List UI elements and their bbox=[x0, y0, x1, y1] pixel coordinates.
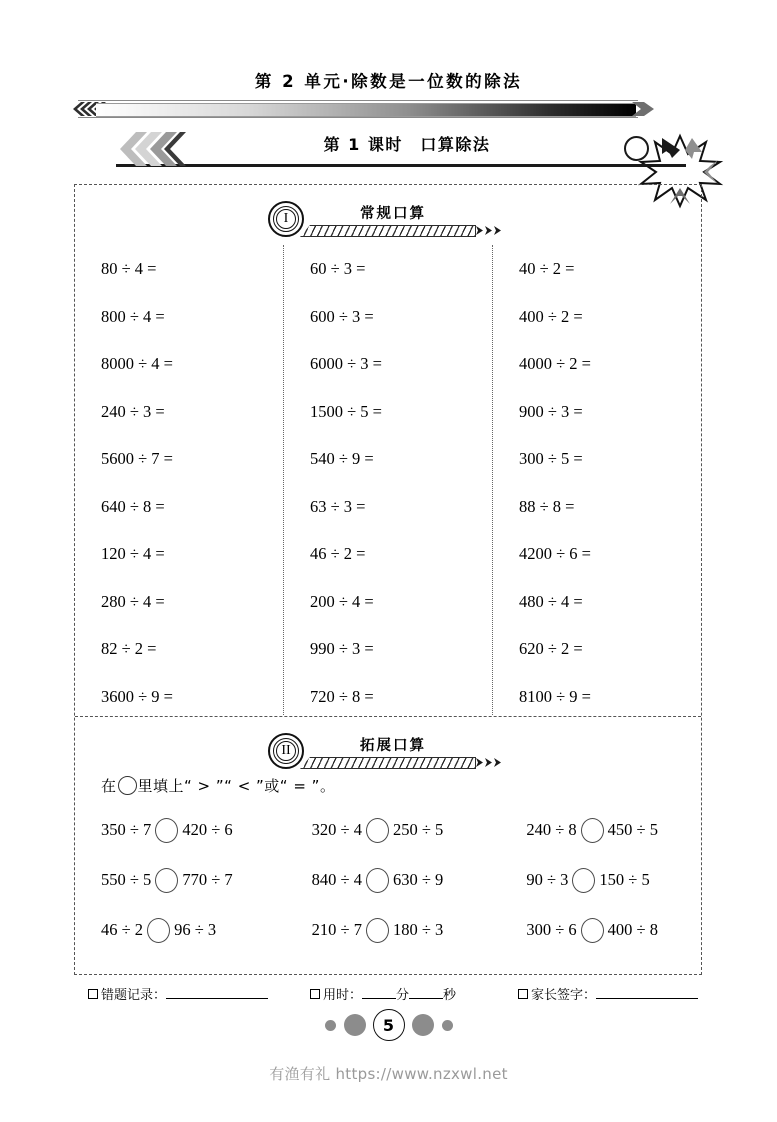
problem-column-1 bbox=[75, 245, 283, 715]
comparison-row bbox=[75, 855, 701, 905]
answer-circle[interactable] bbox=[366, 868, 389, 893]
comparison-item bbox=[276, 818, 487, 843]
banner-hatch-decoration bbox=[300, 757, 476, 769]
section-two-banner bbox=[75, 731, 701, 777]
problem-column-3 bbox=[492, 245, 701, 715]
problem-item: 990 ÷ 3 = bbox=[310, 639, 374, 658]
section-two-instruction bbox=[101, 775, 335, 796]
comparison-right: 180 ÷ 3 bbox=[392, 920, 444, 939]
answer-circle[interactable] bbox=[155, 868, 178, 893]
decorative-dot-small-left bbox=[325, 1020, 336, 1031]
arrow-head-icon bbox=[632, 101, 658, 117]
triple-arrow-icon bbox=[476, 756, 506, 769]
comparison-grid bbox=[75, 805, 701, 955]
problem-item: 60 ÷ 3 = bbox=[310, 259, 366, 278]
header-gradient-bar bbox=[72, 99, 672, 119]
comparison-left: 90 ÷ 3 bbox=[526, 870, 569, 889]
problem-item: 620 ÷ 2 = bbox=[519, 639, 583, 658]
comparison-right: 250 ÷ 5 bbox=[392, 820, 444, 839]
time-second-unit: 秒 bbox=[443, 988, 457, 1003]
header-rule-bottom bbox=[78, 117, 638, 118]
section-one-label: 常规口算 bbox=[360, 206, 426, 222]
parent-signature-field[interactable] bbox=[518, 984, 698, 1003]
section-one-numeral: I bbox=[283, 211, 289, 226]
section-two-medallion bbox=[268, 733, 304, 769]
chevron-left-large-icon bbox=[120, 132, 186, 166]
worksheet-panel bbox=[74, 184, 702, 975]
answer-circle[interactable] bbox=[366, 818, 389, 843]
error-log-blank[interactable] bbox=[166, 998, 268, 999]
parent-sign-label: 家长签字： bbox=[531, 988, 597, 1003]
section-two-label: 拓展口算 bbox=[360, 738, 426, 754]
seconds-blank[interactable] bbox=[409, 998, 443, 999]
comparison-left: 840 ÷ 4 bbox=[311, 870, 362, 889]
problem-columns bbox=[75, 245, 701, 715]
problem-item: 300 ÷ 5 = bbox=[519, 449, 583, 468]
section-extended-mental-math bbox=[75, 717, 701, 974]
comparison-item bbox=[75, 818, 276, 843]
comparison-item bbox=[486, 918, 701, 943]
comparison-left: 210 ÷ 7 bbox=[311, 920, 362, 939]
answer-circle[interactable] bbox=[147, 918, 170, 943]
worksheet-footer bbox=[88, 984, 688, 1003]
comparison-item bbox=[75, 918, 276, 943]
error-log-label: 错题记录： bbox=[101, 988, 167, 1003]
time-field[interactable] bbox=[310, 984, 518, 1003]
time-minute-unit: 分 bbox=[396, 988, 410, 1003]
section-regular-mental-math bbox=[75, 185, 701, 717]
problem-item: 900 ÷ 3 = bbox=[519, 401, 583, 421]
comparison-left: 350 ÷ 7 bbox=[101, 820, 152, 839]
comparison-right: 630 ÷ 9 bbox=[392, 870, 444, 889]
problem-item: 40 ÷ 2 = bbox=[519, 259, 575, 278]
comparison-left: 46 ÷ 2 bbox=[101, 920, 144, 939]
problem-column-2 bbox=[283, 245, 492, 715]
instruction-circle-icon bbox=[118, 776, 137, 795]
answer-circle[interactable] bbox=[366, 918, 389, 943]
problem-item: 5600 ÷ 7 = bbox=[101, 449, 173, 468]
problem-item: 540 ÷ 9 = bbox=[310, 449, 374, 468]
problem-item: 280 ÷ 4 = bbox=[101, 591, 165, 611]
section-two-numeral: II bbox=[281, 743, 291, 758]
problem-item: 46 ÷ 2 = bbox=[310, 544, 366, 563]
comparison-item bbox=[276, 918, 487, 943]
comparison-row bbox=[75, 905, 701, 955]
minutes-blank[interactable] bbox=[362, 998, 396, 999]
answer-circle[interactable] bbox=[581, 918, 604, 943]
comparison-row bbox=[75, 805, 701, 855]
comparison-right: 450 ÷ 5 bbox=[607, 820, 658, 839]
triple-arrow-icon bbox=[476, 224, 506, 237]
comparison-item bbox=[486, 818, 701, 843]
error-log-field[interactable] bbox=[88, 984, 310, 1003]
comparison-left: 550 ÷ 5 bbox=[101, 870, 152, 889]
unit-title: 第 2 单元·除数是一位数的除法 bbox=[254, 72, 523, 91]
problem-item: 240 ÷ 3 = bbox=[101, 401, 165, 421]
comparison-right: 420 ÷ 6 bbox=[182, 820, 233, 839]
problem-item: 200 ÷ 4 = bbox=[310, 591, 374, 611]
comparison-right: 400 ÷ 8 bbox=[607, 920, 658, 939]
page-number: 5 bbox=[373, 1009, 405, 1041]
instruction-text-before: 在 bbox=[101, 777, 117, 795]
answer-circle[interactable] bbox=[155, 818, 178, 843]
problem-item: 4000 ÷ 2 = bbox=[519, 354, 591, 373]
decorative-dot-small-right bbox=[442, 1020, 453, 1031]
problem-item: 1500 ÷ 5 = bbox=[310, 401, 382, 421]
comparison-right: 770 ÷ 7 bbox=[182, 870, 233, 889]
comparison-left: 300 ÷ 6 bbox=[526, 920, 577, 939]
comparison-item bbox=[75, 868, 276, 893]
comparison-item bbox=[276, 868, 487, 893]
answer-circle[interactable] bbox=[581, 818, 604, 843]
decorative-dot-large-left bbox=[344, 1014, 366, 1036]
watermark: 有渔有礼 https://www.nzxwl.net bbox=[269, 1065, 508, 1083]
problem-item: 400 ÷ 2 = bbox=[519, 306, 583, 326]
problem-item: 800 ÷ 4 = bbox=[101, 306, 165, 326]
banner-hatch-decoration bbox=[300, 225, 476, 237]
problem-item: 640 ÷ 8 = bbox=[101, 496, 165, 516]
answer-circle[interactable] bbox=[572, 868, 595, 893]
page-number-cluster bbox=[0, 1005, 777, 1045]
comparison-left: 240 ÷ 8 bbox=[526, 820, 577, 839]
lesson-underline bbox=[116, 164, 686, 167]
lesson-circle-marker bbox=[624, 136, 649, 161]
header-rule-top bbox=[78, 100, 638, 101]
problem-item: 82 ÷ 2 = bbox=[101, 639, 157, 658]
header-gradient-fill bbox=[96, 103, 636, 117]
lesson-title: 第 1 课时 口算除法 bbox=[323, 135, 491, 154]
problem-item: 8000 ÷ 4 = bbox=[101, 354, 173, 373]
checkbox-icon[interactable] bbox=[310, 989, 320, 999]
problem-item: 3600 ÷ 9 = bbox=[101, 686, 173, 706]
checkbox-icon[interactable] bbox=[518, 989, 528, 999]
comparison-right: 150 ÷ 5 bbox=[599, 870, 650, 889]
problem-item: 63 ÷ 3 = bbox=[310, 496, 366, 516]
decorative-dot-large-right bbox=[412, 1014, 434, 1036]
problem-item: 4200 ÷ 6 = bbox=[519, 544, 591, 563]
problem-item: 6000 ÷ 3 = bbox=[310, 354, 382, 373]
section-one-medallion bbox=[268, 201, 304, 237]
parent-signature-blank[interactable] bbox=[596, 998, 698, 999]
problem-item: 80 ÷ 4 = bbox=[101, 259, 157, 278]
page-header bbox=[0, 68, 777, 178]
comparison-right: 96 ÷ 3 bbox=[174, 920, 217, 939]
problem-item: 88 ÷ 8 = bbox=[519, 496, 575, 516]
section-one-banner bbox=[75, 199, 701, 245]
problem-item: 8100 ÷ 9 = bbox=[519, 686, 591, 706]
checkbox-icon[interactable] bbox=[88, 989, 98, 999]
problem-item: 120 ÷ 4 = bbox=[101, 544, 165, 563]
lesson-title-row bbox=[72, 130, 672, 176]
instruction-text-after: 里填上“ > ”“ < ”或“ = ”。 bbox=[137, 777, 336, 795]
comparison-left: 320 ÷ 4 bbox=[311, 820, 362, 839]
problem-item: 600 ÷ 3 = bbox=[310, 306, 374, 326]
problem-item: 720 ÷ 8 = bbox=[310, 686, 374, 706]
comparison-item bbox=[486, 868, 701, 893]
time-label: 用时： bbox=[323, 988, 363, 1003]
problem-item: 480 ÷ 4 = bbox=[519, 591, 583, 611]
